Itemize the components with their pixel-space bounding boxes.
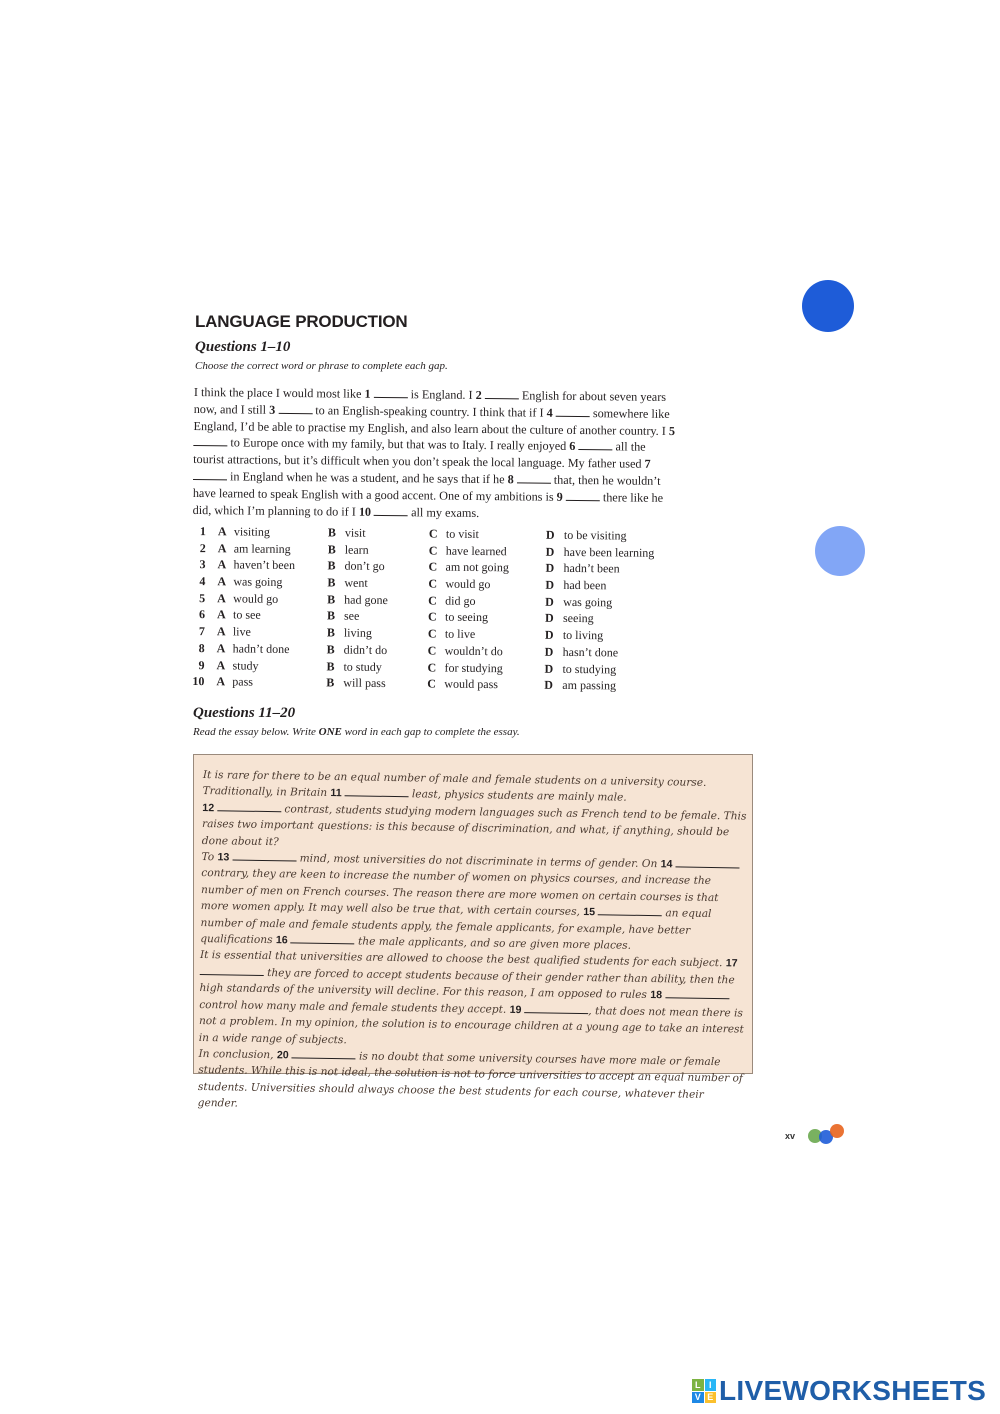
option-d[interactable]: have been learning	[563, 544, 655, 560]
text-run: all my exams.	[408, 504, 480, 520]
question-number: 2	[199, 540, 206, 555]
gap-blank[interactable]	[200, 965, 264, 976]
option-letter-c: C	[428, 559, 438, 574]
option-a[interactable]: pass	[232, 674, 254, 689]
text-run: is England. I	[407, 387, 476, 402]
question-number: 7	[198, 624, 205, 639]
gap-blank[interactable]	[278, 403, 312, 414]
essay-paragraph	[198, 1046, 744, 1120]
text-run: all the tourist attractions, but it’s difficult when you don’t speak the local language. My father used	[193, 439, 646, 471]
option-c[interactable]: wouldn’t do	[444, 643, 503, 659]
option-c[interactable]: did go	[445, 593, 476, 608]
liveworksheets-brand[interactable]	[692, 1374, 986, 1408]
gap-blank[interactable]	[193, 469, 227, 480]
option-letter-c: C	[428, 593, 437, 608]
text-run: To	[201, 851, 218, 864]
option-b[interactable]: had gone	[344, 592, 388, 607]
option-b[interactable]: don’t go	[344, 558, 385, 574]
option-b[interactable]: to study	[343, 659, 382, 674]
gap-blank[interactable]	[556, 406, 590, 417]
option-a[interactable]: to see	[232, 607, 261, 623]
gap-number: 15	[583, 906, 599, 919]
option-letter-d: D	[545, 561, 555, 576]
question-number: 4	[199, 574, 206, 589]
text-run: It is rare for there to be an equal number of male and female students on a university course. Traditionally, in Britain	[202, 768, 707, 800]
option-d[interactable]: to be visiting	[563, 527, 627, 543]
gap-blank[interactable]	[524, 1003, 588, 1014]
option-letter-a: A	[217, 591, 226, 606]
essay-text	[198, 767, 748, 1120]
option-letter-b: B	[326, 625, 335, 640]
text-run: there like he did, which I’m planning to do if I	[192, 490, 664, 519]
option-b[interactable]: visit	[344, 525, 366, 540]
option-letter-d: D	[545, 594, 554, 609]
gap-blank[interactable]	[675, 857, 739, 868]
option-d[interactable]: was going	[563, 594, 613, 610]
option-d[interactable]: hasn’t done	[562, 644, 619, 660]
option-c[interactable]: to seeing	[444, 610, 489, 625]
essay-paragraph	[200, 849, 746, 956]
option-letter-a: A	[216, 624, 226, 639]
option-c[interactable]: am not going	[445, 560, 509, 575]
gap-number: 19	[509, 1003, 525, 1016]
option-letter-b: B	[326, 675, 335, 690]
gap-number: 14	[660, 858, 676, 871]
option-letter-d: D	[544, 627, 554, 642]
option-letter-a: A	[216, 657, 226, 672]
option-letter-a: A	[216, 674, 226, 689]
question-number: 1	[199, 524, 206, 539]
option-letter-b: B	[327, 542, 336, 557]
gap-number: 16	[275, 934, 291, 947]
option-d[interactable]: to studying	[562, 661, 617, 676]
option-letter-b: B	[326, 608, 336, 623]
text-run: , that does not mean there is not a problem. In my opinion, the solution is to encourage children at a young age to take an interest in a wide range of subjects.	[198, 1004, 744, 1046]
gap-blank[interactable]	[345, 787, 409, 798]
option-letter-d: D	[545, 527, 555, 542]
gap-blank[interactable]	[665, 989, 729, 1000]
logo-tile: E	[705, 1392, 717, 1404]
text-run: to Europe once with my family, but that was to Italy. I really enjoyed	[227, 435, 570, 454]
gap-blank[interactable]	[232, 851, 296, 862]
option-letter-a: A	[217, 524, 227, 539]
gap-number: 7	[644, 456, 651, 471]
option-d[interactable]: to living	[562, 628, 604, 643]
gap-number: 9	[556, 489, 566, 504]
text-run: It is essential that universities are allowed to choose the best qualified students for each subject.	[199, 949, 726, 970]
decorative-circles	[0, 260, 850, 340]
question-number: 5	[199, 590, 206, 605]
section-heading: LANGUAGE PRODUCTION	[195, 312, 408, 331]
option-letter-a: A	[217, 540, 227, 556]
text-run: they are forced to accept students because of their gender rather than ability, then the high standards of the university will decline. For this reason, I am opposed to rules	[199, 966, 735, 1002]
gap-blank[interactable]	[598, 905, 662, 916]
text-run: is no doubt that some university courses have more male or female students. While this is not ideal, the solution is not to force universities to accept an equal number of students. Universities should always choose the best students for each course, whatever their gender.	[197, 1050, 743, 1110]
option-letter-d: D	[545, 577, 555, 592]
option-a[interactable]: live	[232, 624, 251, 639]
option-b[interactable]: living	[343, 625, 372, 641]
text-run: in England when he was a student, and he says that if he	[226, 469, 508, 487]
option-letter-c: C	[427, 676, 437, 691]
gap-number: 17	[725, 957, 738, 970]
option-letter-b: B	[326, 658, 335, 673]
option-c[interactable]: for studying	[444, 660, 503, 675]
questions-11-20-title: Questions 11–20	[193, 705, 296, 721]
gap-number: 4	[546, 405, 556, 420]
text-run: that, then he wouldn’t have learned to speak English with a good accent. One of my ambitions is	[192, 472, 661, 504]
gap-number: 13	[217, 851, 233, 864]
question-number: 3	[199, 557, 206, 572]
option-letter-a: A	[217, 557, 227, 572]
decorative-circle-blue	[802, 280, 854, 332]
essay-box	[193, 754, 753, 1110]
option-letter-b: B	[327, 558, 336, 573]
option-letter-c: C	[428, 526, 438, 541]
gap-number: 12	[202, 801, 218, 815]
option-letter-d: D	[544, 644, 554, 659]
option-b[interactable]: learn	[344, 542, 369, 557]
gap-blank[interactable]	[217, 801, 281, 812]
option-a[interactable]: was going	[233, 574, 283, 590]
text-run: English for about seven years now, and I still	[193, 388, 667, 417]
option-c[interactable]: would pass	[444, 676, 499, 692]
option-letter-b: B	[327, 592, 336, 607]
option-d[interactable]: am passing	[562, 678, 617, 693]
option-letter-a: A	[217, 574, 227, 589]
text-run: I think the place I would most like	[193, 384, 365, 401]
decorative-circle-light	[815, 526, 865, 576]
option-b[interactable]: see	[343, 609, 360, 624]
gap-blank[interactable]	[292, 1048, 356, 1059]
option-a[interactable]: would go	[233, 591, 279, 606]
option-letter-d: D	[545, 544, 555, 559]
option-letter-d: D	[544, 611, 554, 626]
gap-number: 8	[507, 472, 517, 487]
option-letter-b: B	[326, 642, 335, 657]
option-c[interactable]: have learned	[445, 543, 507, 558]
gap-number: 3	[269, 402, 279, 417]
option-letter-c: C	[427, 643, 437, 658]
option-letter-c: C	[427, 659, 437, 675]
gap-number: 5	[668, 423, 676, 438]
option-c[interactable]: to visit	[445, 526, 479, 542]
liveworksheets-logo-icon	[692, 1379, 716, 1403]
question-number: 9	[198, 657, 205, 672]
text-run: the male applicants, and so are given more places.	[354, 935, 632, 952]
option-b[interactable]: went	[344, 575, 368, 590]
text-run: control how many male and female students they accept.	[199, 998, 510, 1016]
option-letter-b: B	[327, 525, 337, 540]
option-letter-c: C	[427, 626, 437, 641]
page-dots-decoration	[808, 1124, 848, 1146]
answer-options-table	[190, 524, 672, 696]
option-a[interactable]: haven’t been	[233, 557, 296, 573]
logo-tile: I	[705, 1379, 717, 1391]
option-letter-b: B	[327, 575, 336, 590]
option-c[interactable]: to live	[444, 626, 476, 642]
questions-1-10-title: Questions 1–10	[195, 339, 291, 355]
text-run: contrary, they are keen to increase the number of women on physics courses, and increase the number of men on French courses. The reason there are more women on certain courses is that more women apply. It may well also be true that, with certain courses,	[200, 867, 719, 919]
option-d[interactable]: hadn’t been	[563, 561, 620, 576]
page-number: xv	[785, 1131, 796, 1141]
option-letter-a: A	[216, 641, 226, 656]
gap-blank[interactable]	[517, 472, 551, 483]
gap-number: 10	[358, 504, 375, 519]
decorative-dot	[830, 1124, 844, 1138]
essay-paragraph	[202, 800, 748, 858]
option-letter-d: D	[544, 661, 554, 676]
brand-text: LIVEWORKSHEETS	[719, 1375, 987, 1406]
option-a[interactable]: hadn’t done	[232, 641, 290, 656]
option-letter-a: A	[216, 607, 226, 622]
text-run: to an English-speaking country. I think that if I	[312, 403, 547, 420]
option-letter-c: C	[428, 543, 438, 558]
option-b[interactable]: will pass	[343, 675, 386, 691]
text-run: contrast, students studying modern languages such as French tend to be female. This raises two important questions: is this because of discrimination, and what, if anything, should be done about it?	[201, 803, 747, 848]
option-letter-c: C	[428, 576, 438, 591]
question-number: 8	[198, 640, 205, 655]
question-number: 10	[192, 674, 205, 689]
question-number: 6	[198, 607, 206, 622]
gap-blank[interactable]	[374, 504, 408, 515]
option-a[interactable]: am learning	[233, 541, 291, 556]
gap-number: 1	[364, 386, 374, 401]
option-a[interactable]: visiting	[233, 524, 271, 539]
logo-tile: L	[692, 1379, 704, 1391]
gap-blank[interactable]	[291, 933, 355, 944]
option-c[interactable]: would go	[445, 576, 491, 592]
option-d[interactable]: seeing	[562, 611, 594, 626]
gap-number: 11	[330, 787, 345, 800]
option-letter-d: D	[544, 677, 554, 692]
instruction-emphasis: ONE	[318, 726, 342, 738]
gap-number: 6	[569, 439, 579, 454]
option-b[interactable]: didn’t do	[343, 642, 388, 657]
option-d[interactable]: had been	[563, 577, 607, 593]
gap-blank[interactable]	[193, 435, 227, 446]
text-run: least, physics students are mainly male.	[408, 788, 627, 805]
gap-blank[interactable]	[578, 439, 612, 450]
text-run: In conclusion,	[198, 1047, 277, 1062]
gap-blank[interactable]	[566, 490, 600, 501]
questions-1-10-instruction: Choose the correct word or phrase to complete each gap.	[195, 360, 448, 372]
gap-number: 2	[475, 387, 485, 403]
gap-blank[interactable]	[485, 388, 519, 399]
gap-number: 18	[650, 989, 666, 1002]
cloze-paragraph	[193, 384, 679, 523]
questions-11-20-instruction: Read the essay below. Write ONE word in each gap to complete the essay.	[193, 726, 520, 738]
logo-tile: V	[692, 1392, 704, 1404]
gap-blank[interactable]	[374, 387, 408, 398]
essay-paragraph	[199, 947, 745, 1054]
option-letter-c: C	[427, 609, 437, 625]
text-run: an equal number of male and female students apply, the female applicants, for example, have better qualifications	[200, 907, 712, 947]
gap-number: 20	[276, 1049, 292, 1062]
option-a[interactable]: study	[232, 657, 259, 673]
text-run: mind, most universities do not discriminate in terms of gender. On	[296, 852, 661, 871]
text-run: somewhere like England, I’d be able to practise my English, and also learn about the culture of another country. I	[193, 405, 670, 438]
